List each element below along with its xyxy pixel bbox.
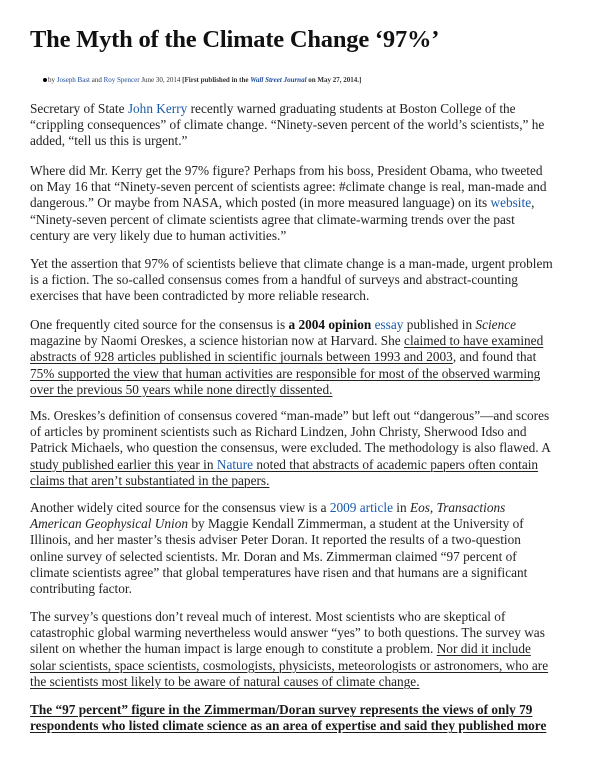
john-kerry-link[interactable]: John Kerry [127, 101, 188, 116]
byline-date: June 30, 2014 [141, 76, 181, 84]
text-line: online survey of selected scientists. Mr. Doran and Ms. Zimmerman claimed “97 percent of [30, 548, 517, 564]
byline-and: and [91, 76, 102, 84]
underlined-line: 75% supported the view that human activities are responsible for most of the observed warming [30, 365, 541, 381]
publication-link[interactable]: Wall Street Journal [250, 76, 307, 84]
underlined-claim: Nor did it include [436, 641, 531, 657]
text-line [30, 516, 582, 532]
article-title: The Myth of the Climate Change ‘97%’ [30, 26, 440, 53]
byline-by: by [48, 76, 55, 84]
underlined-line: claims that aren’t substantiated in the papers. [30, 472, 270, 488]
text-span: silent on whether the human impact is large enough to constitute a problem. [30, 641, 437, 657]
text-line: The survey’s questions don’t reveal much of interest. Most scientists who are skeptical of [30, 609, 506, 624]
text-line: of articles by prominent scientists such as Richard Lindzen, John Christy, Sherwood Idso and [30, 424, 527, 440]
text-line: exercises that have been contradicted by more reliable research. [30, 288, 370, 304]
underlined-claim: abstracts of 928 articles published in scientific journals between 1993 and 2003 [30, 349, 453, 365]
text-line: “Ninety-seven percent of climate scientists agree that climate-warming trends over the past [30, 211, 515, 227]
paragraph-1 [30, 101, 582, 150]
underlined-claim: claimed to have examined [404, 333, 544, 349]
italic-text: Eos, Transactions [409, 500, 506, 515]
text-line: century are very likely due to human activities.” [30, 227, 287, 243]
underlined-line: solar scientists, space scientists, cosmologists, physicists, meteorologists or astronomers, who are [30, 657, 549, 673]
text-line [30, 101, 582, 117]
paragraph-3 [30, 256, 582, 305]
bullet-icon [43, 78, 47, 82]
eos-article-link[interactable]: 2009 article [329, 500, 393, 515]
bold-underlined-line: The “97 percent” figure in the Zimmerman/Doran survey represents the views of only 79 [30, 702, 533, 717]
byline-pub-date: on May 27, 2014.] [308, 76, 362, 84]
text-span: , and found that [452, 349, 537, 365]
essay-link[interactable]: essay [374, 317, 404, 332]
paragraph-8 [30, 702, 582, 734]
text-span: by Maggie Kendall Zimmerman, a student at the University of [188, 516, 524, 532]
underlined-line: the scientists most likely to be aware of natural causes of climate change. [30, 673, 420, 689]
underlined-line: over the previous 50 years while none directly dissented. [30, 381, 333, 397]
text-line: catastrophic global warming nevertheless would answer “yes” to both questions. The survey was [30, 625, 545, 641]
text-line: climate scientists agree” that global temperatures have risen and that humans are a significant [30, 564, 528, 580]
paragraph-2 [30, 163, 582, 244]
text-span: study published earlier this year in [30, 456, 217, 472]
text-line: Yet the assertion that 97% of scientists believe that climate change is a man-made, urgent problem [30, 256, 553, 271]
italic-text: Science [475, 317, 517, 332]
bold-text: a 2004 opinion [288, 317, 372, 332]
text-span: One frequently cited source for the consensus is [30, 317, 289, 332]
author-link-spencer[interactable]: Roy Spencer [103, 76, 140, 84]
byline [48, 76, 361, 84]
text-span: Secretary of State [30, 101, 128, 116]
text-span: noted that abstracts of academic papers often contain [253, 456, 539, 472]
text-line [30, 317, 582, 333]
text-line [30, 641, 582, 657]
paragraph-4 [30, 317, 582, 398]
text-line: Illinois, and her master’s thesis adviser Peter Doran. It reported the results of a two-question [30, 532, 521, 548]
paragraph-6 [30, 500, 582, 597]
text-line: is a fiction. The so-called consensus comes from a handful of surveys and abstract-counting [30, 272, 518, 288]
text-line: Ms. Oreskes’s definition of consensus covered “man-made” but left out “dangerous”—and scores [30, 408, 550, 423]
author-link-bast[interactable]: Joseph Bast [56, 76, 90, 84]
nasa-website-link[interactable]: website [490, 195, 532, 211]
paragraph-5 [30, 408, 582, 489]
italic-text: American Geophysical Union [30, 516, 189, 532]
text-span: Another widely cited source for the consensus view is a [30, 500, 330, 515]
text-span: published in [403, 317, 476, 332]
text-line [30, 333, 582, 349]
text-span: recently warned graduating students at Boston College of the [187, 101, 516, 116]
text-line: “crippling consequences” of climate change. “Ninety-seven percent of the world’s scientists,” he [30, 117, 545, 133]
text-line: added, “tell us this is urgent.” [30, 133, 188, 149]
text-line: contributing factor. [30, 581, 132, 597]
text-line: on May 16 that “Ninety-seven percent of scientists agree: #climate change is real, man-made and [30, 179, 547, 195]
text-line [30, 500, 582, 516]
byline-first-published: [First published in the [182, 76, 249, 84]
paragraph-7 [30, 609, 582, 690]
underlined-line [30, 457, 582, 473]
text-span: in [392, 500, 410, 515]
text-span: dangerous.” Or maybe from NASA, which posted (in more measured language) on its [30, 195, 491, 211]
text-span: , [531, 195, 535, 211]
text-line: Patrick Michaels, who question the consensus, were excluded. The methodology is also flawed. A [30, 440, 551, 456]
nature-link[interactable]: Nature [216, 456, 254, 472]
text-line [30, 349, 582, 365]
text-span: magazine by Naomi Oreskes, a science historian now at Harvard. She [30, 333, 405, 349]
text-line: Where did Mr. Kerry get the 97% figure? Perhaps from his boss, President Obama, who tweeted [30, 163, 543, 178]
bold-underlined-line: respondents who listed climate science as an area of expertise and said they published more [30, 718, 547, 734]
text-line [30, 195, 582, 211]
